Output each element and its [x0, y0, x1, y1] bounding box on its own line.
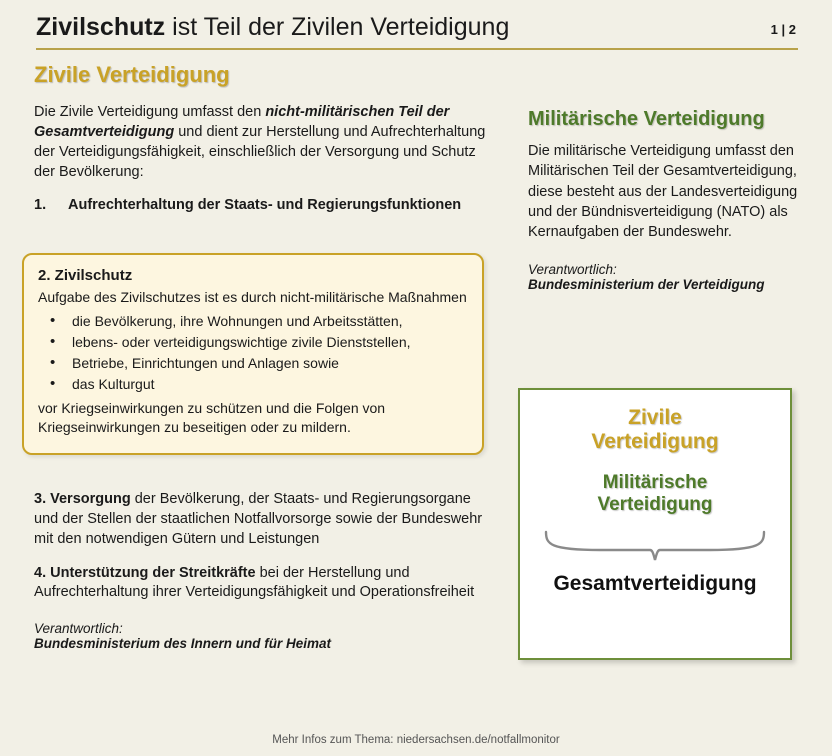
intro-part-2: und dient zur Herstellung und Aufrechterhaltung der Verteidigungsfähigkeit, einschließlich der Versorgung und Schutz der Bevölkerung:	[34, 124, 486, 180]
diagram-militaerische-verteidigung	[520, 472, 790, 516]
zivilschutz-box-title: 2. Zivilschutz	[38, 267, 133, 284]
diagram-mil-line-1: Militärische	[602, 472, 708, 494]
task-item-1-text: Aufrechterhaltung der Staats- und Regierungsfunktionen	[68, 197, 462, 213]
left-responsible-block	[34, 621, 494, 651]
list-item: • Betriebe, Einrichtungen und Anlagen sowie	[38, 353, 468, 374]
right-column	[528, 108, 806, 292]
gesamtverteidigung-diagram	[518, 388, 792, 660]
zivilschutz-callout-box	[22, 253, 484, 455]
left-column-lower	[34, 490, 494, 651]
left-column	[34, 62, 504, 215]
list-item: • lebens- oder verteidigungswichtige zivile Dienststellen,	[38, 332, 468, 353]
task-item-3-text: der Bevölkerung, der Staats- und Regierungsorgane und der Stellen der staatlichen Notfallvorsorge sowie der Bundeswehr mit den notwendigen Gütern und Leistungen	[34, 491, 483, 547]
page-title	[36, 12, 796, 42]
left-responsible-authority: Bundesministerium des Innern und für Heimat	[34, 636, 332, 652]
intro-part-1: Die Zivile Verteidigung umfasst den	[34, 104, 266, 120]
task-item-1	[34, 196, 504, 215]
intro-emphasis: nicht-militärischen Teil der Gesamtverteidigung	[34, 104, 450, 140]
page-title-strong: Zivilschutz	[36, 13, 166, 41]
zivilschutz-box-subtitle: Aufgabe des Zivilschutzes ist es durch nicht-militärische Maßnahmen	[38, 289, 467, 305]
footer-note: Mehr Infos zum Thema: niedersachsen.de/notfallmonitor	[272, 734, 560, 746]
section-heading-zivile-verteidigung: Zivile Verteidigung	[34, 62, 230, 87]
militaerische-verteidigung-text: Die militärische Verteidigung umfasst den Militärischen Teil der Gesamtverteidigung, diese besteht aus der Landesverteidigung und der Bündnisverteidigung (NATO) als Kernaufgaben der Bundeswehr.	[528, 143, 798, 241]
section-heading-militaerische-verteidigung: Militärische Verteidigung	[528, 108, 765, 130]
list-item: • die Bevölkerung, ihre Wohnungen und Arbeitsstätten,	[38, 311, 468, 332]
diagram-zivile-line-2: Verteidigung	[591, 430, 719, 454]
task-item-1-number: 1.	[34, 197, 47, 213]
diagram-zivile-line-1: Zivile	[628, 406, 682, 429]
right-responsible-authority: Bundesministerium der Verteidigung	[528, 277, 765, 293]
right-responsible-label: Verantwortlich:	[528, 262, 617, 278]
zivilschutz-box-tail-text: vor Kriegseinwirkungen zu schützen und die Folgen von Kriegseinwirkungen zu beseitigen oder zu mildern.	[38, 399, 386, 435]
task-item-4-label: 4. Unterstützung der Streitkräfte	[34, 564, 256, 581]
left-responsible-label: Verantwortlich:	[34, 621, 123, 637]
task-item-3	[34, 490, 494, 550]
diagram-total-label: Gesamtverteidigung	[553, 571, 757, 595]
zivile-verteidigung-intro	[34, 102, 486, 182]
task-item-3-label: 3. Versorgung	[34, 491, 131, 507]
list-item: • das Kulturgut	[38, 374, 468, 395]
diagram-zivile-verteidigung	[520, 406, 790, 454]
page-indicator: 1 | 2	[770, 22, 796, 37]
header-divider	[36, 48, 798, 50]
page-title-rest: ist Teil der Zivilen Verteidigung	[165, 13, 510, 41]
zivilschutz-bullet-list	[38, 311, 468, 395]
brace-icon	[520, 530, 790, 570]
slide-header	[36, 12, 796, 42]
task-item-4-text: bei der Herstellung und Aufrechterhaltung ihrer Verteidigungsfähigkeit und Operationsfreiheit	[34, 564, 475, 601]
task-item-4	[34, 564, 494, 604]
right-responsible-block	[528, 262, 806, 292]
diagram-mil-line-2: Verteidigung	[597, 494, 713, 516]
